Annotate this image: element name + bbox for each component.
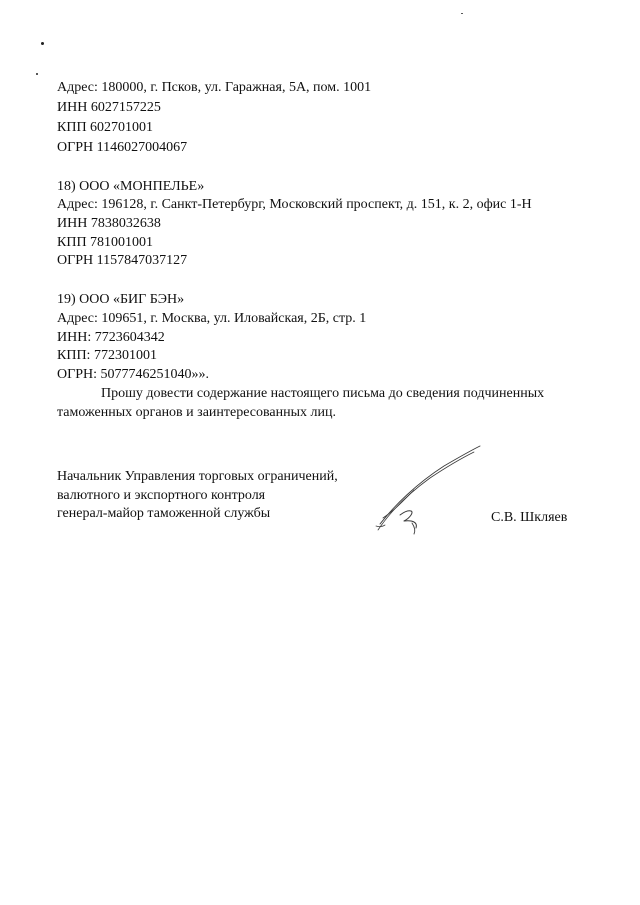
signatory-title-line-3: генерал-майор таможенной службы — [57, 506, 271, 521]
scan-speck — [36, 73, 38, 75]
signatory-name: С.В. Шкляев — [491, 510, 568, 525]
entry-18-address: Адрес: 196128, г. Санкт-Петербург, Московский проспект, д. 151, к. 2, офис 1-Н — [57, 197, 532, 212]
entry-19-ogrn: ОГРН: 5077746251040»». — [57, 367, 209, 382]
signatory-title-line-2: валютного и экспортного контроля — [57, 488, 266, 503]
entry-17-inn: ИНН 6027157225 — [57, 100, 161, 115]
entry-19-kpp: КПП: 772301001 — [57, 348, 157, 363]
request-line-1: Прошу довести содержание настоящего письма до сведения подчиненных — [101, 386, 545, 401]
entry-19-heading: 19) ООО «БИГ БЭН» — [57, 292, 185, 307]
entry-19-address: Адрес: 109651, г. Москва, ул. Иловайская, 2Б, стр. 1 — [57, 311, 367, 326]
entry-17-kpp: КПП 602701001 — [57, 120, 154, 135]
entry-18-kpp: КПП 781001001 — [57, 235, 154, 250]
request-line-2: таможенных органов и заинтересованных лиц. — [57, 405, 336, 420]
handwritten-signature — [370, 438, 490, 543]
entry-18-inn: ИНН 7838032638 — [57, 216, 161, 231]
entry-19-inn: ИНН: 7723604342 — [57, 330, 165, 345]
entry-17-ogrn: ОГРН 1146027004067 — [57, 140, 188, 155]
scan-speck — [461, 13, 463, 14]
scan-speck — [41, 42, 44, 45]
entry-18-ogrn: ОГРН 1157847037127 — [57, 253, 188, 268]
signatory-title-line-1: Начальник Управления торговых ограничений, — [57, 469, 338, 484]
entry-17-address: Адрес: 180000, г. Псков, ул. Гаражная, 5А, пом. 1001 — [57, 80, 372, 95]
entry-18-heading: 18) ООО «МОНПЕЛЬЕ» — [57, 179, 205, 194]
